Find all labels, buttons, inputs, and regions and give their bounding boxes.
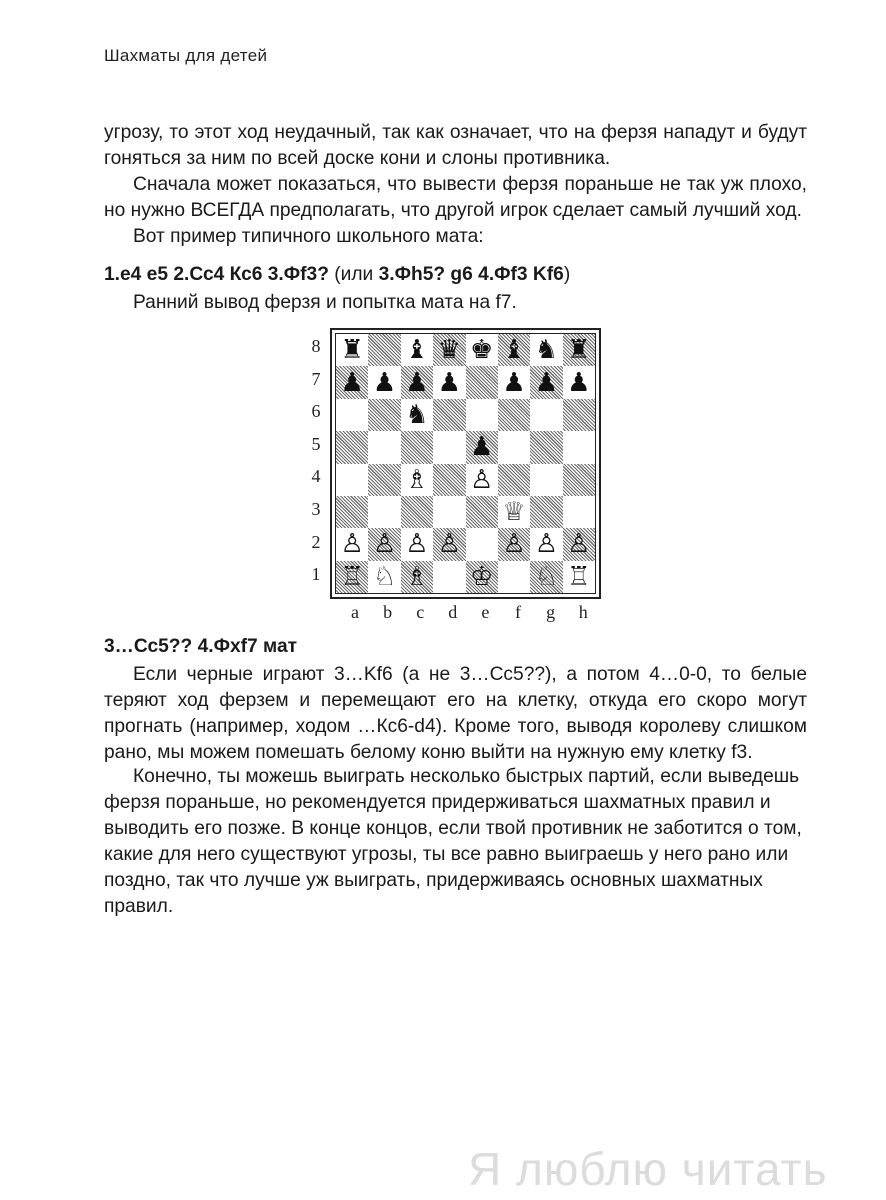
square-b7 (368, 366, 400, 398)
white-king-icon: ♔ (470, 561, 494, 592)
square-h4 (563, 464, 595, 496)
square-f5 (498, 431, 530, 463)
square-g5 (530, 431, 562, 463)
square-h3 (563, 496, 595, 528)
file-label: d (448, 602, 458, 622)
black-knight-icon: ♞ (534, 335, 559, 366)
black-pawn-icon: ♟ (567, 367, 591, 398)
square-a1 (336, 561, 368, 593)
square-c3 (401, 496, 433, 528)
rank-label: 8 (311, 336, 321, 356)
white-rook-icon: ♖ (567, 561, 591, 592)
square-f2 (498, 528, 530, 560)
square-a7 (336, 366, 368, 398)
black-pawn-icon: ♟ (437, 367, 461, 398)
white-pawn-icon: ♙ (340, 529, 364, 560)
square-c5 (401, 431, 433, 463)
chess-diagram (330, 328, 601, 599)
file-label: h (578, 602, 588, 622)
moves-main: 1.e4 e5 2.Сс4 Кс6 3.Фf3? (104, 264, 329, 285)
square-f8 (498, 334, 530, 366)
square-g7 (530, 366, 562, 398)
paragraph: Сначала может показаться, что вывести ферзя пораньше не так уж плохо, но нужно ВСЕГДА предполагать, что другой игрок сделает самый лучший ход. (104, 174, 807, 221)
white-rook-icon: ♖ (340, 561, 364, 592)
paragraph: Вот пример типичного школьного мата: (133, 226, 484, 247)
moves-mate: 3…Сс5?? 4.Фxf7 мат (104, 636, 298, 657)
square-g1 (530, 561, 562, 593)
file-label: f (515, 602, 521, 622)
square-b8 (368, 334, 400, 366)
chess-board (335, 333, 596, 594)
square-a6 (336, 399, 368, 431)
moves-alt: 3.Фh5? g6 4.Фf3 Kf6 (378, 264, 564, 285)
rank-label: 6 (311, 401, 321, 422)
square-h5 (563, 431, 595, 463)
square-b3 (368, 496, 400, 528)
black-queen-icon: ♛ (437, 335, 461, 366)
paragraph: Если черные играют 3…Kf6 (а не 3…Сс5??), а потом 4…0-0, то белые теряют ход ферзем и перемещают его на клетку, откуда его скоро могут прогнать (например, ходом …Кс6-d4). Кроме того, выводя королеву слишком рано, мы можем помешать белому коню выйти на нужную ему клетку f3. (104, 664, 807, 763)
square-d6 (433, 399, 465, 431)
body-text-1 (104, 662, 807, 766)
square-c2 (401, 528, 433, 560)
diagram-caption: Ранний вывод ферзя и попытка мата на f7. (133, 292, 517, 313)
white-pawn-icon: ♙ (567, 529, 591, 560)
square-e6 (466, 399, 498, 431)
black-pawn-icon: ♟ (502, 367, 526, 398)
square-f7 (498, 366, 530, 398)
white-knight-icon: ♘ (534, 561, 559, 592)
square-a3 (336, 496, 368, 528)
square-d5 (433, 431, 465, 463)
rank-label: 4 (311, 466, 321, 487)
square-h8 (563, 334, 595, 366)
moves-paren-open: (или (328, 264, 379, 285)
moves-line-1 (104, 262, 807, 288)
moves-line-2 (104, 634, 807, 660)
square-b1 (368, 561, 400, 593)
square-f1 (498, 561, 530, 593)
square-f3 (498, 496, 530, 528)
square-b4 (368, 464, 400, 496)
black-knight-icon: ♞ (405, 399, 429, 430)
square-b6 (368, 399, 400, 431)
square-h1 (563, 561, 595, 593)
white-pawn-icon: ♙ (502, 529, 526, 560)
white-pawn-icon: ♙ (534, 529, 559, 560)
square-g3 (530, 496, 562, 528)
rank-label: 5 (311, 433, 321, 454)
file-label: g (546, 602, 556, 622)
black-pawn-icon: ♟ (405, 367, 429, 398)
black-pawn-icon: ♟ (470, 432, 494, 463)
square-a4 (336, 464, 368, 496)
intro-text (104, 120, 807, 250)
square-c6 (401, 399, 433, 431)
black-bishop-icon: ♝ (405, 335, 429, 366)
square-d8 (433, 334, 465, 366)
square-b5 (368, 431, 400, 463)
file-label: a (351, 602, 359, 622)
square-e7 (466, 366, 498, 398)
square-d4 (433, 464, 465, 496)
square-e3 (466, 496, 498, 528)
white-bishop-icon: ♗ (405, 561, 429, 592)
white-queen-icon: ♕ (502, 497, 526, 528)
square-e5 (466, 431, 498, 463)
square-f6 (498, 399, 530, 431)
rank-label: 7 (311, 368, 321, 389)
square-g4 (530, 464, 562, 496)
square-d3 (433, 496, 465, 528)
square-h6 (563, 399, 595, 431)
black-king-icon: ♚ (470, 335, 494, 366)
square-a8 (336, 334, 368, 366)
square-h2 (563, 528, 595, 560)
square-a5 (336, 431, 368, 463)
square-d7 (433, 366, 465, 398)
white-bishop-icon: ♗ (405, 464, 429, 495)
square-g8 (530, 334, 562, 366)
white-pawn-icon: ♙ (470, 464, 494, 495)
square-e4 (466, 464, 498, 496)
file-label: c (416, 602, 425, 622)
white-pawn-icon: ♙ (372, 529, 397, 560)
black-bishop-icon: ♝ (502, 335, 526, 366)
square-e2 (466, 528, 498, 560)
body-text-2 (104, 764, 807, 920)
square-g2 (530, 528, 562, 560)
rank-label: 2 (311, 531, 321, 552)
moves-paren-close: ) (563, 264, 571, 285)
square-c7 (401, 366, 433, 398)
square-d2 (433, 528, 465, 560)
black-pawn-icon: ♟ (340, 367, 364, 398)
square-g6 (530, 399, 562, 431)
square-e1 (466, 561, 498, 593)
square-h7 (563, 366, 595, 398)
file-label: e (481, 602, 490, 622)
white-pawn-icon: ♙ (437, 529, 461, 560)
square-d1 (433, 561, 465, 593)
black-rook-icon: ♜ (340, 335, 364, 366)
square-c1 (401, 561, 433, 593)
square-a2 (336, 528, 368, 560)
square-e8 (466, 334, 498, 366)
black-pawn-icon: ♟ (372, 367, 397, 398)
square-c4 (401, 464, 433, 496)
black-rook-icon: ♜ (567, 335, 591, 366)
square-f4 (498, 464, 530, 496)
rank-label: 1 (311, 564, 321, 585)
rank-label: 3 (311, 499, 321, 519)
white-knight-icon: ♘ (372, 561, 397, 592)
paragraph: угрозу, то этот ход неудачный, так как означает, что на ферзя нападут и будут гоняться за ним по всей доске кони и слоны противника. (104, 122, 807, 169)
square-b2 (368, 528, 400, 560)
white-pawn-icon: ♙ (405, 529, 429, 560)
black-pawn-icon: ♟ (534, 367, 559, 398)
square-c8 (401, 334, 433, 366)
watermark: Я люблю читать (468, 1143, 828, 1195)
file-label: b (383, 602, 393, 622)
running-head: Шахматы для детей (104, 46, 268, 65)
paragraph: Конечно, ты можешь выиграть несколько быстрых партий, если выведешь ферзя пораньше, но рекомендуется придерживаться шахматных правил и выводить его позже. В конце концов, если твой противник не заботится о том, какие для него существуют угрозы, ты все равно выиграешь у него рано или поздно, так что лучше уж выиграть, придерживаясь основных шахматных правил. (104, 766, 802, 917)
